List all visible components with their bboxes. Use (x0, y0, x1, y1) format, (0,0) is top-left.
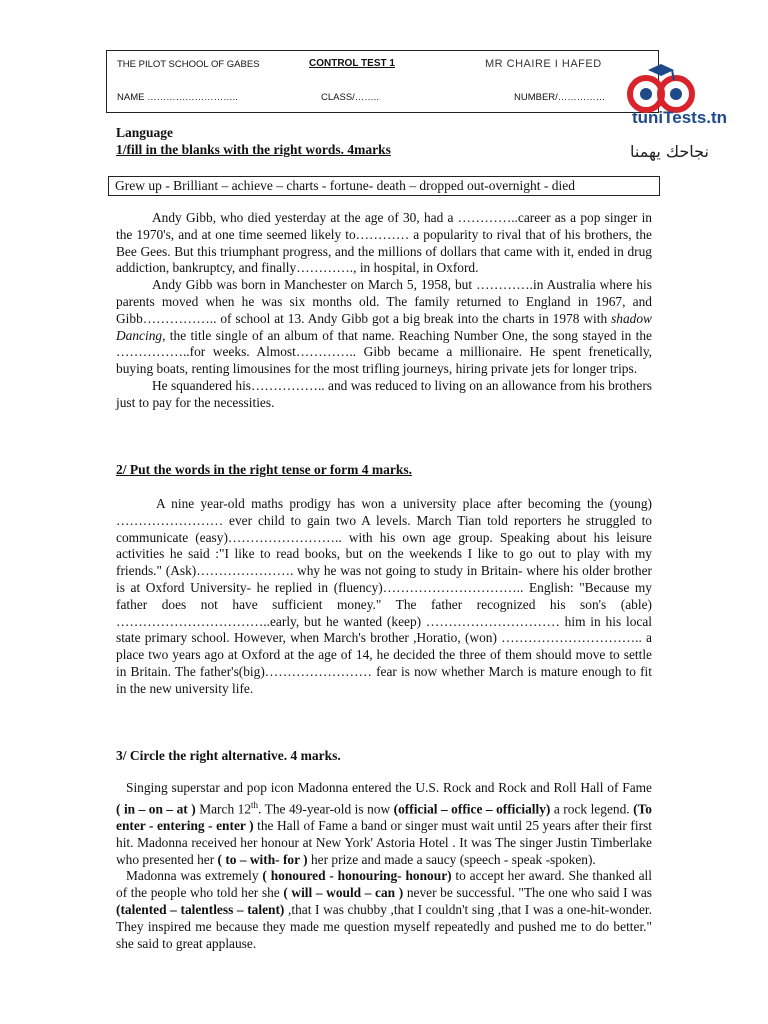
name-field: NAME ……………………….. (117, 92, 238, 103)
number-field: NUMBER/…………… (514, 92, 606, 103)
task1-title: 1/fill in the blanks with the right words. 4marks (116, 142, 391, 157)
task2-text (116, 496, 652, 698)
section-language: Language (116, 125, 174, 140)
logo-brand: tuniTests.tn (632, 108, 728, 127)
class-field: CLASS/…….. (321, 92, 380, 103)
task3-title: 3/ Circle the right alternative. 4 marks. (116, 748, 341, 763)
word-bank: Grew up - Brilliant – achieve – charts - fortune- death – dropped out-overnight - died (108, 176, 660, 196)
task2-title: 2/ Put the words in the right tense or form 4 marks. (116, 462, 412, 477)
task1-paragraph: Andy Gibb, who died yesterday at the age of 30, had a …………..career as a pop singer in the 1970's, and at one time seemed likely to………… a popularity to rival that of his brothers, the Bee Gees. But this triumphant progress, and the millions of dollars that came with it, ended in drug addiction, bankruptcy, and finally…………., in hospital, in Oxford. (116, 210, 652, 276)
test-title: CONTROL TEST 1 (309, 58, 395, 69)
task3-paragraph: Madonna was extremely ( honoured - honouring- honour) to accept her award. She thanked all of the people who told her she ( will – would – can ) never be successful. "The one who said I was (talented – talentless – talent) ,that I was chubby ,that I couldn't sing ,that I was a one-hit-wonder. They inspired me because they made me question myself repeatedly and pushed me to do better." she said to great applause. (116, 868, 652, 951)
task3-text (116, 780, 652, 952)
logo-slogan: نجاحك يهمنا (630, 142, 709, 161)
school-name: THE PILOT SCHOOL OF GABES (117, 59, 260, 70)
task3-paragraph: Singing superstar and pop icon Madonna entered the U.S. Rock and Rock and Roll Hall of Fame ( in – on – at ) March 12th. The 49-year-old is now (official – office – officially) a rock legend. (To enter - entering - enter ) the Hall of Fame a band or singer must wait until 25 years after their first hit. Madonna received her honour at New York' Astoria Hotel . It was The singer Justin Timberlake who presented her ( to – with- for ) her prize and made a saucy (speech - speak -spoken). (116, 780, 652, 867)
header-box (106, 50, 659, 113)
task1-paragraph: Andy Gibb was born in Manchester on March 5, 1958, but ………….in Australia where his parents moved when he was six months old. The family returned to England in 1967, and Gibb…………….. of school at 13. Andy Gibb got a big break into the charts in 1978 with shadow Dancing, the title single of an album of that name. Reaching Number One, the song stayed in the ……………..for weeks. Almost………….. Gibb became a millionaire. He spent frenetically, buying boats, renting limousines for the most trifling journeys, hiring private jets for longer trips. (116, 277, 652, 377)
teacher-name: MR CHAIRE I HAFED (485, 58, 602, 70)
task1-paragraph: He squandered his…………….. and was reduced to living on an allowance from his brothers just to pay for the necessities. (116, 377, 652, 410)
task1-text (116, 210, 652, 412)
task2-paragraph: A nine year-old maths prodigy has won a university place after becoming the (young) …………………… ever child to gain two A levels. March Tian told reporters he struggled to communicate (easy)…………………….. with his own age group. Speaking about his leisure activities he said :"I like to read books, but on the weekends I like to go out to play with my friends." (Ask)…………………. why he was not going to study in Britain- where his older brother is at Oxford University- he replied in (fluency)………………………….. English: "Because my father does not have sufficient money." The father recognized his son's (able) ……………………………..early, but he wanted (keep) ………………………… him in his local state primary school. However, when March's brother ,Horatio, (won) ………………………….. a place two years ago at Oxford at the age of 14, he decided the three of them should move to settle in Britain. The father's(big)…………………… fear is now whether March is mature enough to fit in the new university life. (116, 496, 652, 696)
